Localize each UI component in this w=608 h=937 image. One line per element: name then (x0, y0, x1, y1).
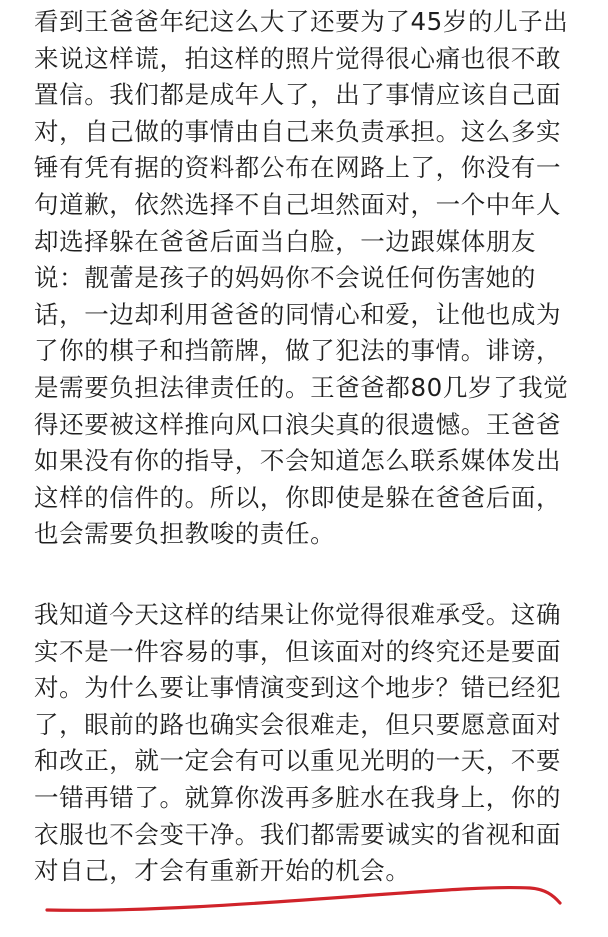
text-line: 对，自己做的事情由自己来负责承担。这么多实 (34, 116, 562, 146)
text-line: 对自己，才会有重新开始的机会。 (34, 856, 411, 886)
text-line: 衣服也不会变干净。我们都需要诚实的省视和面 (34, 819, 562, 849)
text-line: 也会需要负担教唆的责任。 (34, 519, 336, 549)
text-line: 得还要被这样推向风口浪尖真的很遗憾。王爸爸 (34, 409, 562, 439)
text-line: 看到王爸爸年纪这么大了还要为了45岁的儿子出 (34, 7, 569, 36)
text-line: 置信。我们都是成年人了，出了事情应该自己面 (34, 80, 562, 110)
text-line: 锤有凭有据的资料都公布在网路上了，你没有一 (34, 153, 562, 183)
text-line: 这样的信件的。所以，你即使是躲在爸爸后面， (34, 482, 562, 512)
text-line: 对。为什么要让事情演变到这个地步？错已经犯 (34, 673, 562, 703)
text-line: 了你的棋子和挡箭牌，做了犯法的事情。诽谤， (34, 336, 562, 366)
text-line: 说：靓蕾是孩子的妈妈你不会说任何伤害她的 (34, 263, 536, 293)
paragraph-2 (34, 597, 594, 890)
handwritten-underline-stroke (47, 888, 560, 911)
text-line: 句道歉，依然选择不自己坦然面对，一个中年人 (34, 189, 562, 219)
text-line: 一错再错了。就算你泼再多脏水在我身上，你的 (34, 782, 562, 812)
text-line: 如果没有你的指导，不会知道怎么联系媒体发出 (34, 446, 562, 476)
text-line: 实不是一件容易的事，但该面对的终究还是要面 (34, 636, 562, 666)
text-line: 和改正，就一定会有可以重见光明的一天，不要 (34, 746, 562, 776)
text-line: 却选择躲在爸爸后面当白脸，一边跟媒体朋友 (34, 226, 536, 256)
text-line: 我知道今天这样的结果让你觉得很难承受。这确 (34, 600, 562, 629)
text-line: 是需要负担法律责任的。王爸爸都80几岁了我觉 (34, 372, 569, 402)
text-line: 来说这样谎，拍这样的照片觉得很心痛也很不敢 (34, 43, 562, 73)
paragraph-1 (34, 4, 594, 553)
text-line: 话，一边却利用爸爸的同情心和爱，让他也成为 (34, 299, 562, 329)
text-line: 了，眼前的路也确实会很难走，但只要愿意面对 (34, 709, 562, 739)
